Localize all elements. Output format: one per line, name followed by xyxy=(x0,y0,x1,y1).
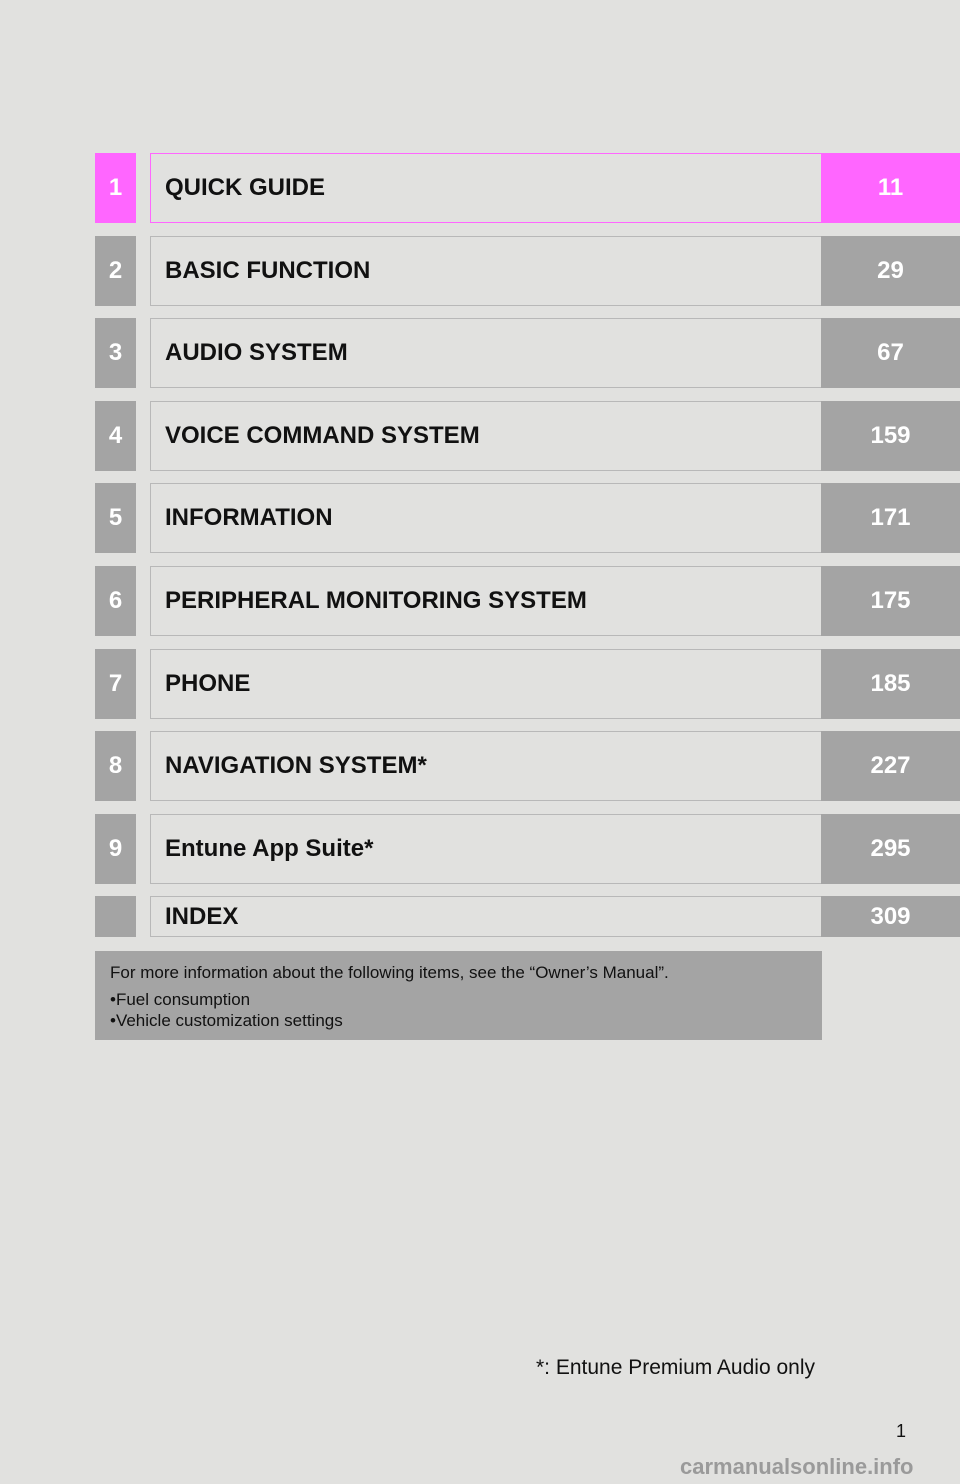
index-title[interactable]: INDEX xyxy=(150,896,822,937)
note-item: • Vehicle customization settings xyxy=(110,1010,807,1031)
chapter-title[interactable]: Entune App Suite* xyxy=(150,814,822,884)
chapter-row-9[interactable] xyxy=(95,814,960,884)
chapter-page[interactable]: 67 xyxy=(821,318,960,388)
index-page[interactable]: 309 xyxy=(821,896,960,937)
chapter-row-7[interactable] xyxy=(95,649,960,719)
index-tab xyxy=(95,896,136,937)
chapter-number: 4 xyxy=(95,401,136,471)
chapter-number: 9 xyxy=(95,814,136,884)
chapter-number: 5 xyxy=(95,483,136,553)
chapter-number: 6 xyxy=(95,566,136,636)
chapter-page[interactable]: 171 xyxy=(821,483,960,553)
owners-manual-note xyxy=(95,951,822,1040)
chapter-number: 7 xyxy=(95,649,136,719)
chapter-page[interactable]: 159 xyxy=(821,401,960,471)
chapter-row-4[interactable] xyxy=(95,401,960,471)
chapter-title[interactable]: QUICK GUIDE xyxy=(150,153,822,223)
chapter-page[interactable]: 175 xyxy=(821,566,960,636)
chapter-row-3[interactable] xyxy=(95,318,960,388)
index-row[interactable] xyxy=(95,896,960,937)
note-intro: For more information about the following items, see the “Owner’s Manual”. xyxy=(110,963,669,982)
chapter-page[interactable]: 29 xyxy=(821,236,960,306)
chapter-number: 2 xyxy=(95,236,136,306)
chapter-title[interactable]: BASIC FUNCTION xyxy=(150,236,822,306)
chapter-row-2[interactable] xyxy=(95,236,960,306)
watermark: carmanualsonline.info xyxy=(680,1454,914,1479)
page-number: 1 xyxy=(895,1421,906,1441)
chapter-row-6[interactable] xyxy=(95,566,960,636)
chapter-row-8[interactable] xyxy=(95,731,960,801)
chapter-number: 8 xyxy=(95,731,136,801)
chapter-title[interactable]: PERIPHERAL MONITORING SYSTEM xyxy=(150,566,822,636)
chapter-title[interactable]: PHONE xyxy=(150,649,822,719)
table-of-contents xyxy=(95,153,960,950)
chapter-title[interactable]: INFORMATION xyxy=(150,483,822,553)
chapter-row-5[interactable] xyxy=(95,483,960,553)
chapter-number: 1 xyxy=(95,153,136,223)
chapter-title[interactable]: VOICE COMMAND SYSTEM xyxy=(150,401,822,471)
chapter-page[interactable]: 11 xyxy=(821,153,960,223)
chapter-row-1[interactable] xyxy=(95,153,960,223)
chapter-page[interactable]: 295 xyxy=(821,814,960,884)
chapter-number: 3 xyxy=(95,318,136,388)
chapter-page[interactable]: 227 xyxy=(821,731,960,801)
footnote: *: Entune Premium Audio only xyxy=(536,1356,815,1379)
note-item: • Fuel consumption xyxy=(110,989,807,1010)
chapter-page[interactable]: 185 xyxy=(821,649,960,719)
chapter-title[interactable]: NAVIGATION SYSTEM* xyxy=(150,731,822,801)
chapter-title[interactable]: AUDIO SYSTEM xyxy=(150,318,822,388)
